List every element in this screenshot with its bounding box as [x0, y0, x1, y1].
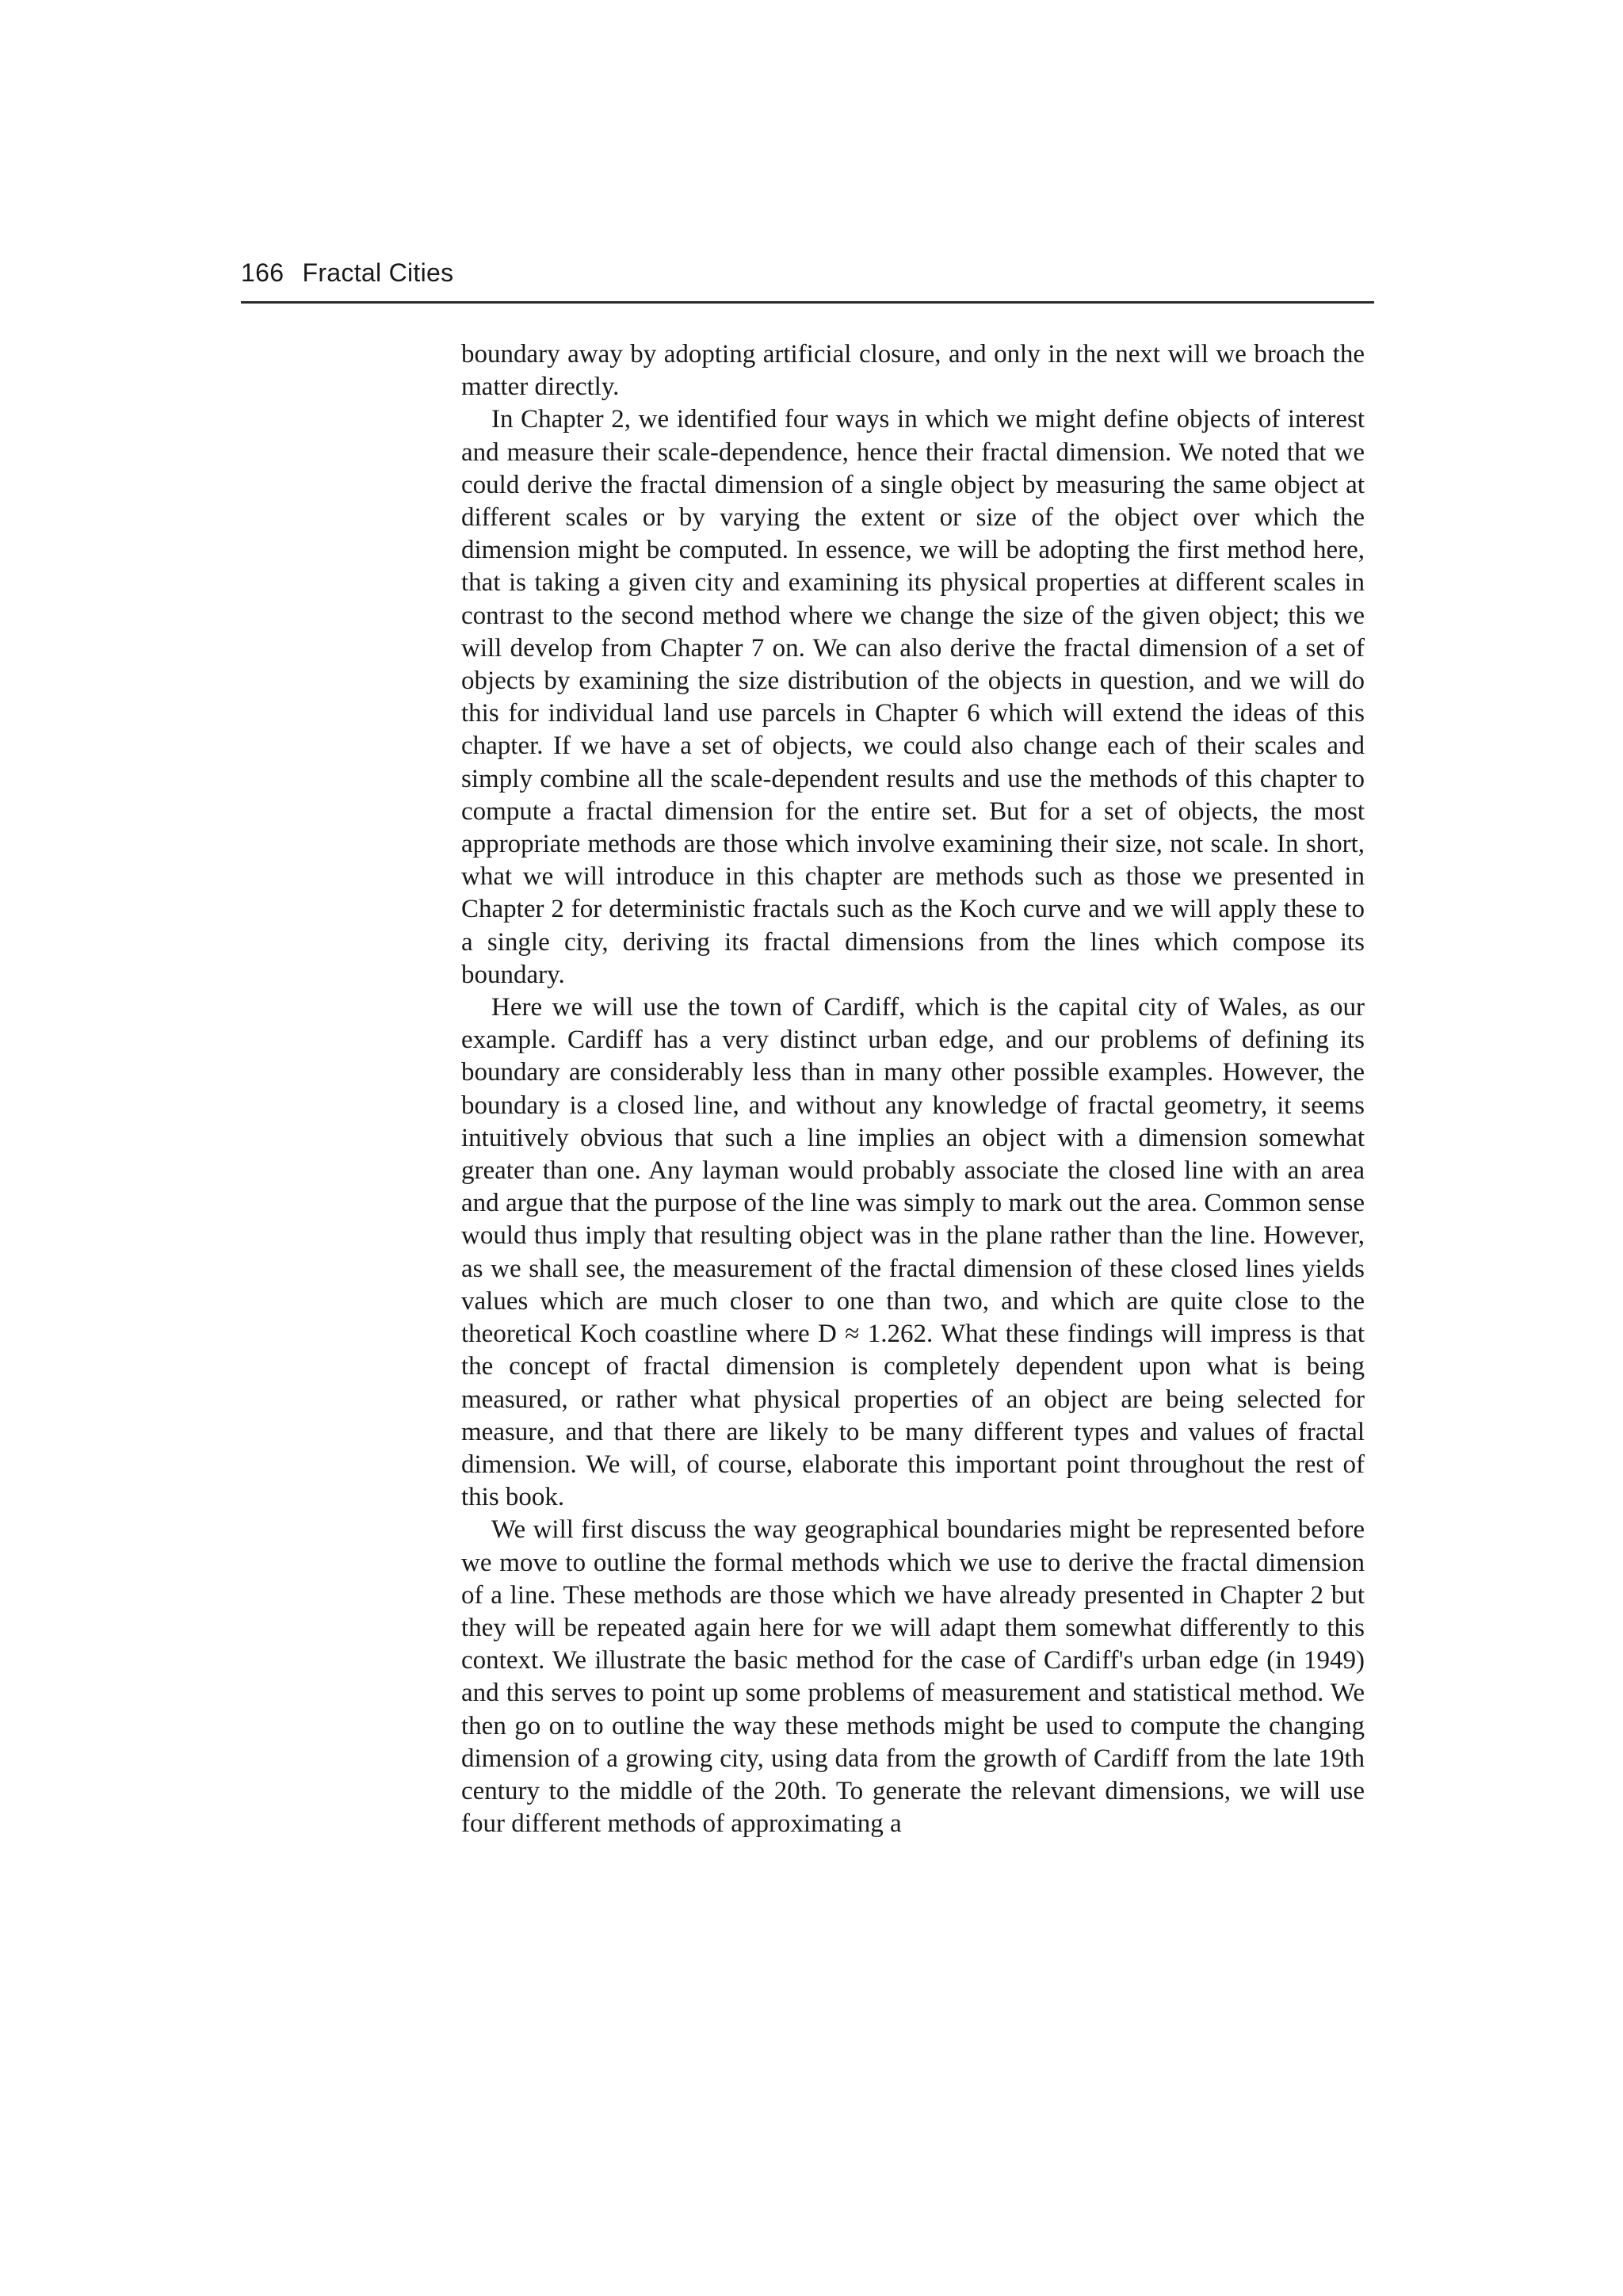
paragraph: boundary away by adopting artificial closure, and only in the next will we broach the matter directly. — [461, 340, 1365, 402]
page-number: 166 — [241, 258, 285, 287]
paragraph: Here we will use the town of Cardiff, which is the capital city of Wales, as our example. Cardiff has a very distinct urban edge, and our problems of defining its boundary are considerably less than in many other possible examples. However, the boundary is a closed line, and without any knowledge of fractal geometry, it seems intuitively obvious that such a line implies an object with a dimension somewhat greater than one. Any layman would probably associate the closed line with an area and argue that the purpose of the line was simply to mark out the area. Common sense would thus imply that resulting object was in the plane rather than the line. However, as we shall see, the measurement of the fractal dimension of these closed lines yields values which are much closer to one than two, and which are quite close to the theoretical Koch coastline where D ≈ 1.262. What these findings will impress is that the concept of fractal dimension is completely dependent upon what is being measured, or rather what physical properties of an object are being selected for measure, and that there are likely to be many different types and values of fractal dimension. We will, of course, elaborate this important point throughout the rest of this book. — [461, 993, 1365, 1512]
paragraph: We will first discuss the way geographical boundaries might be represented before we move to outline the formal methods which we use to derive the fractal dimension of a line. These methods are those which we have already presented in Chapter 2 but they will be repeated again here for we will adapt them somewhat differently to this context. We illustrate the basic method for the case of Cardiff's urban edge (in 1949) and this serves to point up some problems of measurement and statistical method. We then go on to outline the way these methods might be used to compute the changing dimension of a growing city, using data from the growth of Cardiff from the late 19th century to the middle of the 20th. To generate the relevant dimensions, we will use four different methods of approximating a — [461, 1515, 1365, 1839]
body-text — [461, 338, 1365, 1840]
paragraph: In Chapter 2, we identified four ways in which we might define objects of interest and measure their scale-dependence, hence their fractal dimension. We noted that we could derive the fractal dimension of a single object by measuring the same object at different scales or by varying the extent or size of the object over which the dimension might be computed. In essence, we will be adopting the first method here, that is taking a given city and examining its physical properties at different scales in contrast to the second method where we change the size of the given object; this we will develop from Chapter 7 on. We can also derive the fractal dimension of a set of objects by examining the size distribution of the objects in question, and we will do this for individual land use parcels in Chapter 6 which will extend the ideas of this chapter. If we have a set of objects, we could also change each of their scales and simply combine all the scale-dependent results and use the methods of this chapter to compute a fractal dimension for the entire set. But for a set of objects, the most appropriate methods are those which involve examining their size, not scale. In short, what we will introduce in this chapter are methods such as those we presented in Chapter 2 for deterministic fractals such as the Koch curve and we will apply these to a single city, deriving its fractal dimensions from the lines which compose its boundary. — [461, 405, 1365, 989]
running-title: Fractal Cities — [302, 258, 454, 287]
running-head — [241, 255, 1374, 304]
